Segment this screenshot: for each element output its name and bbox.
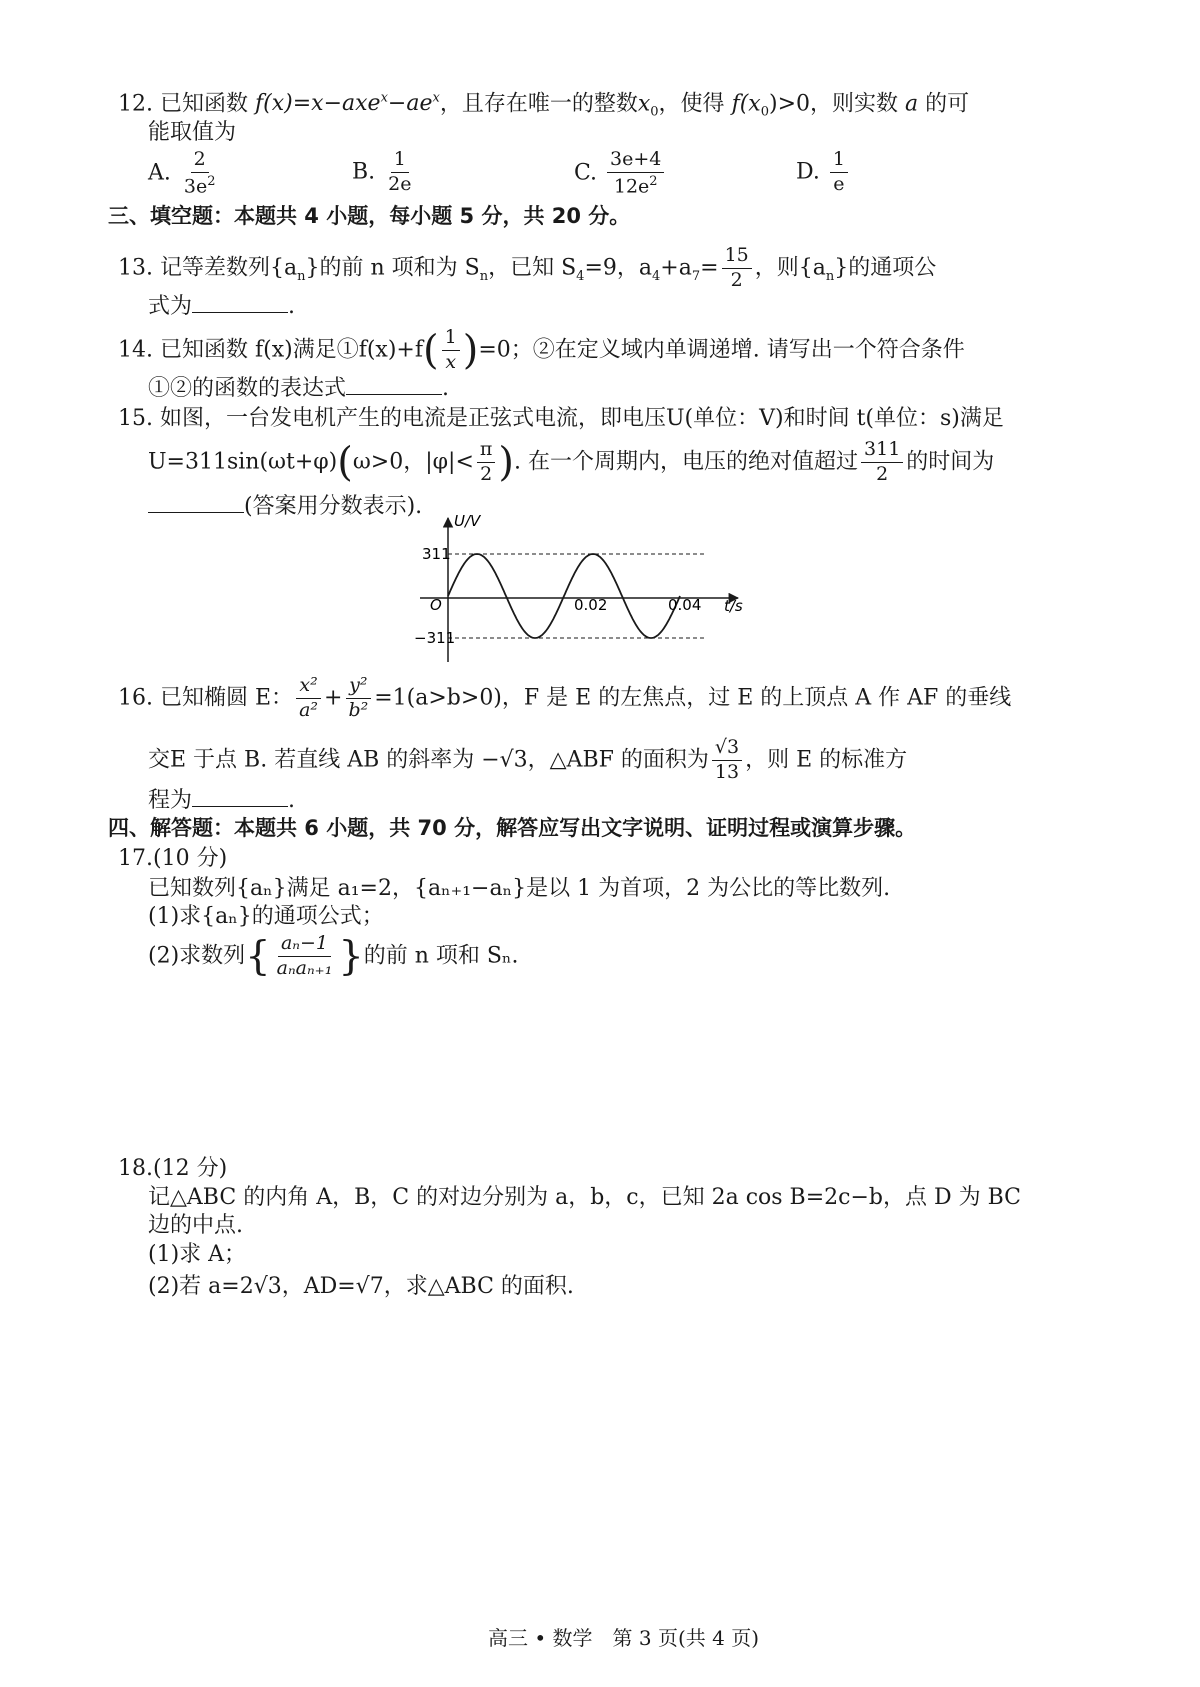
answer-blank[interactable]: [192, 294, 288, 313]
option-d: D. $\frac{1}{e}$: [796, 150, 851, 195]
ymin-label: −311: [414, 629, 456, 647]
page-footer: 高三 • 数学 第 3 页(共 4 页): [488, 1626, 759, 1650]
x2-label: 0.04: [668, 596, 702, 614]
option-a: A. $\frac{2}{3e^2}$: [148, 148, 216, 198]
answer-blank[interactable]: [192, 788, 288, 807]
answer-blank[interactable]: [148, 494, 244, 513]
section-4-heading: 四、解答题：本题共 6 小题，共 70 分，解答应写出文字说明、证明过程或演算步骤。: [108, 816, 917, 840]
option-c: C. $\frac{3e+4}{12e^2}$: [574, 150, 667, 197]
function-expression: $f(x)=x-axe^x-ae^x$: [255, 91, 440, 117]
origin-label: O: [430, 596, 442, 614]
section-3-heading: 三、填空题：本题共 4 小题，每小题 5 分，共 20 分。: [108, 204, 631, 228]
ymax-label: 311: [422, 545, 451, 563]
sine-curve: [448, 554, 680, 638]
option-b: B. $\frac{1}{2e}$: [352, 148, 412, 195]
question-number: 12.: [118, 91, 153, 117]
sine-graph: [400, 510, 760, 665]
x1-label: 0.02: [574, 596, 608, 614]
answer-blank[interactable]: [346, 376, 442, 395]
question-12-line2: 能取值为: [148, 120, 237, 145]
x-axis-label: t/s: [724, 597, 743, 615]
y-axis-label: U/V: [454, 512, 481, 530]
